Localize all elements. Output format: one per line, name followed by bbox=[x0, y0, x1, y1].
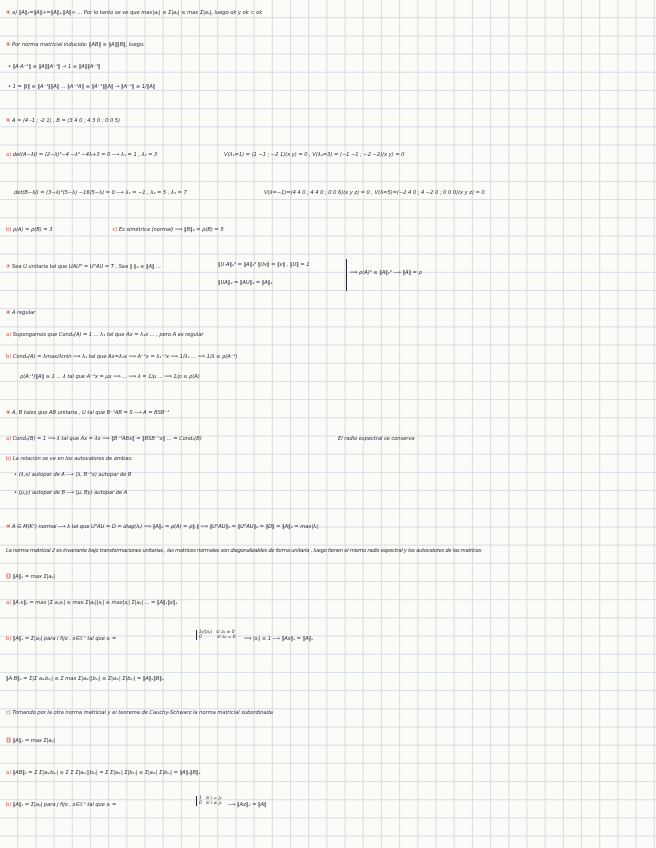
problem-9-text: A, B tales que AB unitaria , U tal que B⁻¹AB = S ⟶ A = BSB⁻¹ bbox=[11, 410, 170, 416]
problem-11-d-text: Tomando por la otra norma matricial y el teorema de Cauchy-Schwarz la norma matricial subordinada bbox=[12, 710, 273, 716]
problem-9-b bbox=[6, 456, 133, 463]
problem-5-line-b: • 1 = ‖I‖ ≤ ‖A⁻¹‖‖A‖ ... ‖A⁻¹A‖ ≤ ‖A⁻¹‖‖A‖ → ‖A⁻¹‖ ≥ 1/‖A‖ bbox=[8, 84, 156, 90]
problem-8-b-label: b) bbox=[6, 354, 12, 360]
problem-6-text: A = (4 -1 ; -2 1) , B = (3 4 0 ; 4 3 0 ; 0 0 5) bbox=[11, 118, 121, 124]
problem-9-d: • (μ,y) autopar de B ⟶ (μ, By) autopar de A bbox=[14, 490, 128, 496]
problem-10-number: ⑩ bbox=[6, 524, 11, 530]
problem-12-a-text: ‖AB‖ₛ = Σ Σ|aᵢₖbₖⱼ| ≤ Σ Σ Σ|aᵢₖ||bₖⱼ| = Σ Σ|aᵢₖ| Σ|bₖⱼ| ≤ Σ|aᵢₖ| Σ|bₖⱼ| = ‖A‖ₛ‖B‖ₛ bbox=[12, 770, 201, 776]
problem-6-a-eigenvectors: V(λ₁=1) = (1 −1 ; −2 1)(x y) = 0 , V(λ₂=3) = (−1 −1 ; −2 −2)(x y) = 0 bbox=[224, 152, 405, 158]
problem-5-line-a: • ‖A·A⁻¹‖ ≤ ‖A‖‖A⁻¹‖ → 1 ≤ ‖A‖‖A⁻¹‖ bbox=[8, 64, 101, 70]
problem-6-b-eigenvectors: V(λ=−1)=(4 4 0 ; 4 4 0 ; 0 0 6)(x y z) = 0 , V(λ=5)=(−2 4 0 ; 4 −2 0 ; 0 0 0)(x y z) = 0 bbox=[264, 190, 485, 196]
problem-11-c: ‖A·B‖ₛ = Σ|Σ aᵢₖbₖⱼ| ≤ Σ max Σ|aᵢₖ||bₖⱼ| ≤ Σ|aᵢₖ| Σ|bₖⱼ| = ‖A‖ₛ‖B‖ₛ bbox=[6, 676, 164, 682]
problem-12-a bbox=[6, 770, 200, 777]
problem-11-number: ⑪ bbox=[6, 574, 12, 580]
problem-7-rhs-2: ‖UA‖₂ = ‖AU‖₂ = ‖A‖₂ bbox=[218, 280, 273, 286]
problem-6-a-label: a) bbox=[6, 152, 12, 158]
problem-6-c-text: Es simétrica (normal) ⟹ ‖B‖₂ = ρ(B) = 5 bbox=[118, 227, 224, 233]
problem-4-number: ④ bbox=[6, 10, 11, 16]
problem-9-number: ⑨ bbox=[6, 410, 11, 416]
problem-6-bc bbox=[6, 227, 224, 234]
problem-7 bbox=[6, 264, 161, 271]
problem-7-text: Sea U unitaria tal que UAUᴴ = UᴴAU = T , Sea ‖·‖₂ ≤ ‖A‖ ... bbox=[11, 264, 161, 270]
problem-12-b-cases: 1 si i = j₀ 0 si i ≠ j₀ bbox=[196, 796, 222, 806]
problem-7-divider bbox=[346, 259, 347, 291]
problem-9 bbox=[6, 410, 169, 417]
problem-11 bbox=[6, 574, 55, 581]
problem-6-b-det: det(B−λI) = (3−λ)²(5−λ) −16(5−λ) = 0 ⟶ λ₁ = −1 , λ₂ = 5 , λ₃ = 7 bbox=[14, 190, 187, 196]
problem-10 bbox=[6, 524, 319, 531]
problem-9-a-remark: El radio espectral se conserva bbox=[338, 436, 415, 442]
problem-5 bbox=[6, 42, 145, 49]
problem-12-b-text: ‖A‖ₛ = Σ|aᵢⱼ| para j fijo , x∈ℂⁿ tal que xᵢ = bbox=[12, 802, 117, 808]
problem-12-b bbox=[6, 802, 116, 809]
problem-8 bbox=[6, 310, 35, 317]
problem-11-d-label: c) bbox=[6, 710, 11, 716]
problem-6 bbox=[6, 118, 120, 125]
problem-8-a bbox=[6, 332, 203, 339]
problem-6-c-label: c) bbox=[112, 227, 118, 233]
problem-9-a-text: Cond₂(B) = 1 ⟹ λ tal que Ax = λx ⟹ ‖B⁻¹ABx‖ = ‖BSB⁻¹x‖ ... = Cond₂(B) bbox=[12, 436, 202, 442]
problem-10-remark: La norma matricial 2 es invariante bajo transformaciones unitarias , las matrices normales son diagonalizables de forma unitaria , luego tienen el mismo radio espectral y los autovalores de las matrices bbox=[6, 548, 482, 554]
problem-12-a-label: a) bbox=[6, 770, 12, 776]
problem-8-text: A regular bbox=[11, 310, 36, 316]
problem-9-a bbox=[6, 436, 202, 443]
problem-9-b-text: La relación se ve en los autovalores de ambas: bbox=[12, 456, 133, 462]
problem-4-text: a) ‖A‖₁=‖A‖∞=‖A‖₁,‖A‖∞ ... Por lo tanto se ve que max|aᵢⱼ| ≤ Σ|aᵢⱼ| ≤ max Σ|aᵢⱼ|, luego ok y ok ⊂ ok bbox=[11, 10, 263, 16]
problem-7-conclusion: ⟹ ρ(A)² ≤ ‖A‖₂² ⟶ ‖A‖ = ρ bbox=[350, 270, 422, 276]
problem-11-a bbox=[6, 600, 177, 607]
problem-12-number: ⑫ bbox=[6, 738, 12, 744]
problem-11-b-cases: āᵢⱼ/|aᵢⱼ| si aᵢⱼ ≠ 0 0 si aᵢⱼ = 0 bbox=[196, 630, 236, 640]
problem-11-a-label: a) bbox=[6, 600, 12, 606]
problem-8-a-label: a) bbox=[6, 332, 12, 338]
problem-11-a-text: ‖A·x‖ₛ = max |Σ aᵢⱼxⱼ| ≤ max Σ|aᵢⱼ||xⱼ| ≤ max|xⱼ| Σ|aᵢⱼ| ... = ‖A‖ₛ‖x‖ₛ bbox=[12, 600, 178, 606]
problem-12-text: ‖A‖ₛ = max Σ|aᵢⱼ| bbox=[12, 738, 55, 744]
problem-6-number: ⑥ bbox=[6, 118, 11, 124]
problem-8-a-text: Supongamos que Cond₂(A) = 1 ... λ₁ tal que Ax = λ₁x ... , pero A es regular bbox=[12, 332, 204, 338]
problem-9-a-label: a) bbox=[6, 436, 12, 442]
problem-9-c: • (λ,x) autopar de A ⟶ (λ, B⁻¹x) autopar de B bbox=[14, 472, 132, 478]
problem-5-text: Por norma matricial inducida: ‖AB‖ ≤ ‖A‖‖B‖, luego: bbox=[11, 42, 145, 48]
problem-8-b bbox=[6, 354, 237, 361]
problem-8-c: ρ(A⁻¹)‖A‖ ≥ 1 ... λ tal que A⁻¹x = μx ⟹ ... ⟹ λ = 1/μ ... ⟹ 1/ρ ≤ ρ(A) bbox=[20, 374, 200, 380]
problem-7-rhs-1: ‖U·A‖₂² = ‖A‖₂² ‖Uv‖ = ‖v‖ , ‖U‖ = 1 bbox=[218, 262, 310, 268]
problem-12-b-label: b) bbox=[6, 802, 12, 808]
problem-5-number: ⑤ bbox=[6, 42, 11, 48]
problem-11-d bbox=[6, 710, 273, 717]
problem-6-b-text: ρ(A) = ρ(B) = 3 bbox=[12, 227, 53, 233]
problem-11-b-conclusion: ⟹ |xⱼ| ≤ 1 ⟶ ‖Ax‖ₛ = ‖A‖ₛ bbox=[244, 636, 314, 642]
problem-6-a-text: det(A−λI) = (2−λ)²−4 −λ² −4λ+3 = 0 ⟶ λ₁ = 1 , λ₂ = 3 bbox=[12, 152, 158, 158]
problem-11-b-text: ‖A‖ₛ = Σ|aᵢⱼ| para i fijo , x∈ℂⁿ tal que xⱼ = bbox=[12, 636, 117, 642]
problem-4 bbox=[6, 10, 262, 17]
problem-6-a bbox=[6, 152, 157, 159]
problem-10-text: A ∈ M(Kⁿ) normal ⟶ λ tal que UᴴAU = D = diag(λᵢ) ⟹ ‖A‖₂ = ρ(A) = ρ‖·‖ ⟹ ‖UᴴAU‖₂ = ‖UᴴAU‖₂ = ‖D‖ = ‖A‖₂ = max|λᵢ| bbox=[11, 524, 319, 530]
problem-9-b-label: b) bbox=[6, 456, 12, 462]
problem-7-number: ⑦ bbox=[6, 264, 11, 270]
problem-6-b-label: b) bbox=[6, 227, 12, 233]
problem-11-text: ‖A‖ₛ = max Σ|aᵢⱼ| bbox=[12, 574, 55, 580]
problem-8-b-text: Cond₂(A) = λmax/λmin ⟹ λ₁ tal que Ax=λ₁x ⟹ A⁻¹x = λ₁⁻¹x ⟹ 1/λ₁ ... ⟹ 1/λ ≤ ρ(A⁻¹) bbox=[12, 354, 238, 360]
problem-12-b-conclusion: ⟶ ‖Ax‖ₛ = ‖A‖ bbox=[228, 802, 267, 808]
problem-11-b-label: b) bbox=[6, 636, 12, 642]
problem-12 bbox=[6, 738, 55, 745]
problem-8-number: ⑧ bbox=[6, 310, 11, 316]
problem-11-b bbox=[6, 636, 116, 643]
